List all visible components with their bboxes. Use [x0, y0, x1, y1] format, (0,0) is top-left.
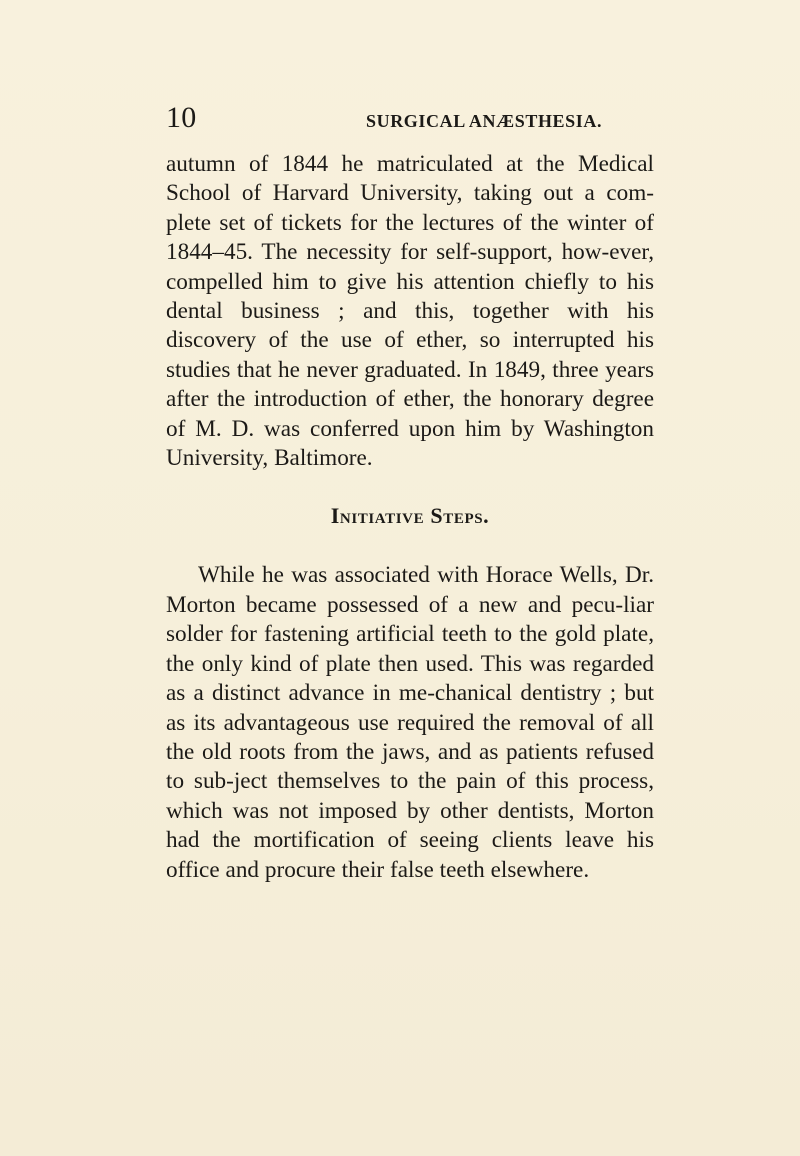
- paragraph-1: autumn of 1844 he matriculated at the Medical School of Harvard University, taking out a com-plete set of tickets for the lectures of the winter of 1844–45. The necessity for self-support, how-ever, compelled him to give his attention chiefly to his dental business ; and this, together with his discovery of the use of ether, so interrupted his studies that he never graduated. In 1849, three years after the introduction of ether, the honorary degree of M. D. was conferred upon him by Washington University, Baltimore.: [166, 151, 654, 472]
- paragraph-2: While he was associated with Horace Wells, Dr. Morton became possessed of a new and pecu-liar solder for fastening artificial teeth to the gold plate, the only kind of plate then used. This was regarded as a distinct advance in me-chanical dentistry ; but as its advantageous use required the removal of all the old roots from the jaws, and as patients refused to sub-ject themselves to the pain of this process, which was not imposed by other dentists, Morton had the mortification of seeing clients leave his office and procure their false teeth elsewhere.: [166, 562, 654, 883]
- section-heading: Initiative Steps.: [330, 503, 490, 529]
- page-header: [166, 103, 666, 137]
- page-number: 10: [166, 101, 197, 134]
- page-text-block: [166, 150, 654, 885]
- running-head: SURGICAL ANÆSTHESIA.: [366, 111, 603, 131]
